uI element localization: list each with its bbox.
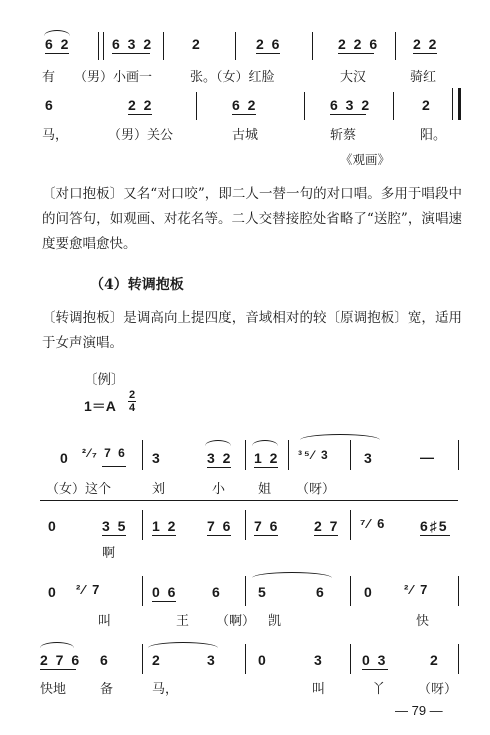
beam <box>152 535 176 536</box>
paragraph-duikou: 〔对口抱板〕又名“对口咬”，即二人一替一句的对口唱。多用于唱段中的问答句，如观画、对花名等。二人交替接腔处省略了“送腔”，演唱速度要愈唱愈快。 <box>42 186 462 252</box>
beam <box>420 535 450 536</box>
lyric: 有 <box>42 70 56 85</box>
lyric: 备 <box>100 682 114 697</box>
bar-line <box>288 440 289 470</box>
notes: ³⁵⁄ 3 <box>298 448 330 462</box>
notes: 6 <box>100 652 110 668</box>
beam <box>102 535 126 536</box>
bar-line <box>245 576 246 606</box>
notes: 0 <box>364 584 374 600</box>
notes: 1 2 <box>254 450 280 466</box>
lyric: （男）小画一 <box>74 70 153 85</box>
bar-line <box>458 644 459 674</box>
notes: 3 5 <box>102 518 128 534</box>
notes: 2 2 <box>128 97 154 113</box>
bar-line <box>245 440 246 470</box>
notes: 2 <box>422 97 432 113</box>
bar-line <box>142 576 143 606</box>
notes: ⁷⁄ 6 <box>360 516 387 531</box>
lyric: 凯 <box>268 614 282 629</box>
notes: ²⁄₇ 7 6 <box>82 446 127 460</box>
beam <box>232 114 256 115</box>
notes: ²⁄ 7 <box>76 582 102 597</box>
bar-line <box>98 32 99 60</box>
notes: 3 <box>152 450 162 466</box>
bar-line <box>350 644 351 674</box>
bar-line <box>103 32 104 60</box>
time-signature: 2 4 <box>128 389 136 414</box>
notes: 3 <box>207 652 217 668</box>
lyric: 快 <box>416 614 430 629</box>
notes: 6 2 <box>232 97 258 113</box>
notes: 0 <box>48 584 58 600</box>
lyric: 古城 <box>232 128 259 143</box>
section-heading: （4）转调抱板 <box>90 277 184 293</box>
beam <box>102 466 126 467</box>
source-title: 《观画》 <box>340 152 391 167</box>
bar-line <box>458 576 459 606</box>
lyric: 大汉 <box>340 70 367 85</box>
lyric: 斩蔡 <box>330 128 357 143</box>
bar-line <box>350 576 351 606</box>
notes: 3 2 <box>207 450 233 466</box>
lyric: 快地 <box>40 682 67 697</box>
slur <box>252 440 278 446</box>
bar-line <box>350 510 351 540</box>
tie <box>148 642 218 648</box>
notes: 6 <box>212 584 222 600</box>
lyric: 马， <box>152 682 179 697</box>
beam <box>314 535 338 536</box>
beam <box>256 53 280 54</box>
lyric: 张。（女）红脸 <box>190 70 275 85</box>
notes: 3 <box>314 652 324 668</box>
bar-line <box>350 440 351 470</box>
bar-line <box>142 440 143 470</box>
beam <box>362 669 388 670</box>
bar-line <box>395 32 396 60</box>
notes: 2 6 <box>256 36 282 52</box>
notes: 1 2 <box>152 518 178 534</box>
bar-line <box>196 92 197 120</box>
beam <box>45 53 69 54</box>
staff-rule <box>40 500 458 501</box>
lyric: 小 <box>212 482 226 497</box>
lyric: 阳。 <box>420 128 447 143</box>
beam <box>254 467 278 468</box>
notes: 6 <box>316 584 326 600</box>
lyric: 姐 <box>258 482 272 497</box>
notes: 0 6 <box>152 584 178 600</box>
notes: 5 <box>258 584 268 600</box>
beam <box>112 53 150 54</box>
example-label: 〔例〕 <box>84 372 125 388</box>
lyric: 叫 <box>98 614 112 629</box>
notes: 7 6 <box>254 518 280 534</box>
notes: 6 3 2 <box>112 36 154 52</box>
notes: 6 3 2 <box>330 97 372 113</box>
notes: — <box>420 449 434 465</box>
notes: 2 <box>152 652 162 668</box>
tie <box>252 572 332 578</box>
bar-line <box>304 92 305 120</box>
beam <box>152 601 176 602</box>
notes: 0 <box>258 652 268 668</box>
key-signature: 1＝A <box>84 398 116 414</box>
tie <box>300 434 380 440</box>
notes: 0 <box>48 518 58 534</box>
notes: 2 2 6 <box>338 36 380 52</box>
notes: 3 <box>364 450 374 466</box>
notes: 7 6 <box>207 518 233 534</box>
notes: 2 7 6 <box>40 652 82 668</box>
notes: 2 <box>430 652 440 668</box>
bar-line <box>458 440 459 470</box>
beam <box>330 114 366 115</box>
bar-line <box>312 32 313 60</box>
notes: 0 3 <box>362 652 388 668</box>
beam <box>207 535 231 536</box>
notes: 6 2 <box>45 36 71 52</box>
bar-line <box>245 510 246 540</box>
beam <box>128 114 152 115</box>
lyric: 骑红 <box>410 70 437 85</box>
paragraph-zhuandiao: 〔转调抱板〕是调高向上提四度，音域相对的较〔原调抱板〕宽，适用于女声演唱。 <box>42 310 462 351</box>
beam <box>338 53 374 54</box>
beam <box>40 669 76 670</box>
final-bar-line <box>452 88 461 120</box>
notes: 2 2 <box>413 36 439 52</box>
lyric: （啊） <box>216 614 256 629</box>
notes: ²⁄ 7 <box>404 582 430 597</box>
lyric: （呀） <box>296 482 336 497</box>
slur <box>40 642 74 648</box>
notes: 6♯5 <box>420 518 449 534</box>
lyric: （呀） <box>418 682 458 697</box>
beam <box>413 53 437 54</box>
bar-line <box>393 92 394 120</box>
bar-line <box>235 32 236 60</box>
lyric: 啊 <box>102 546 116 561</box>
lyric: 叫 <box>312 682 326 697</box>
bar-line <box>245 644 246 674</box>
bar-line <box>142 644 143 674</box>
lyric: （女）这个 <box>46 482 112 497</box>
notes: 2 7 <box>314 518 340 534</box>
lyric: 马， <box>42 128 69 143</box>
lyric: 刘 <box>152 482 166 497</box>
beam <box>254 535 278 536</box>
notes: 0 <box>60 450 70 466</box>
lyric: 丫 <box>372 682 386 697</box>
slur <box>205 440 231 446</box>
bar-line <box>142 510 143 540</box>
page-number: — 79 — <box>395 703 443 718</box>
bar-line <box>163 32 164 60</box>
notes: 2 <box>192 36 202 52</box>
beam <box>207 467 231 468</box>
lyric: （男）关公 <box>108 128 174 143</box>
notes: 6 <box>45 97 55 113</box>
lyric: 王 <box>176 614 190 629</box>
